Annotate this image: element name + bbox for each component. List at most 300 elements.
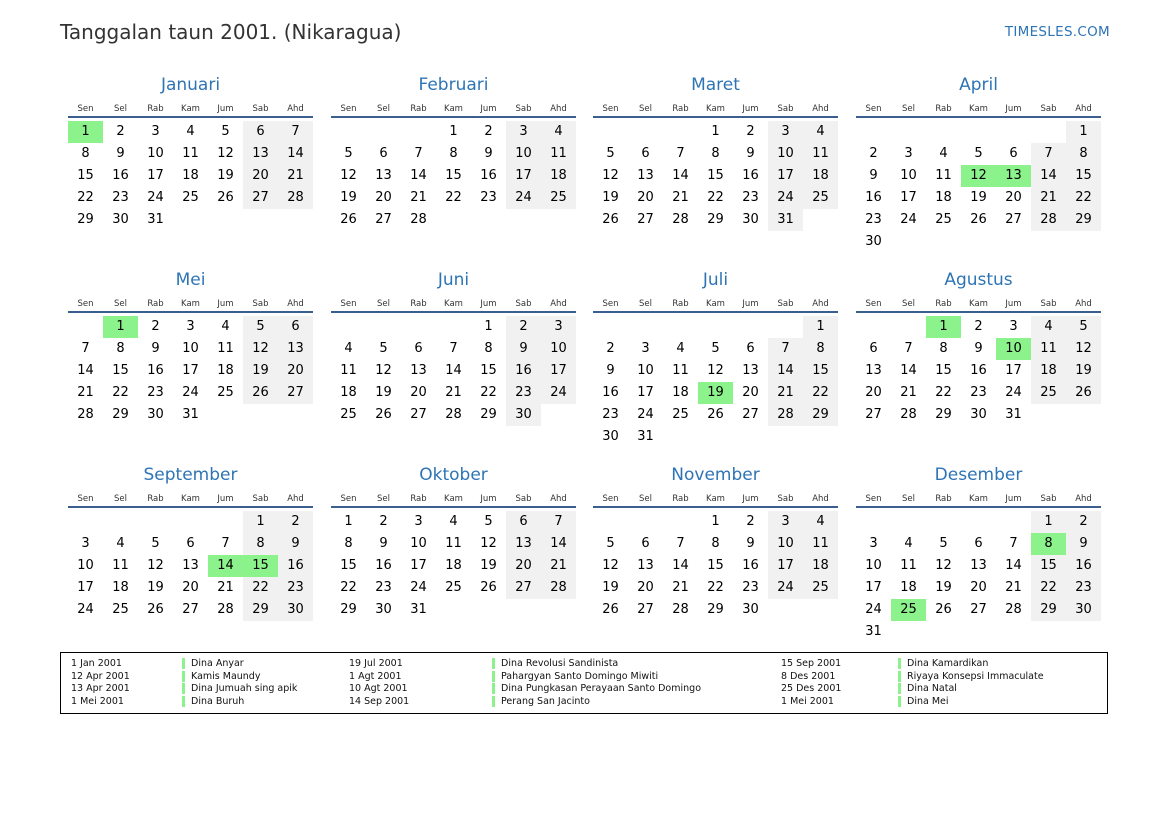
holiday-marker [492, 696, 495, 707]
day-cell: 22 [445, 190, 462, 205]
day-cell: 13 [637, 558, 654, 573]
day-cell: 22 [707, 190, 724, 205]
day-cell: 6 [641, 536, 650, 551]
day-cell: 27 [182, 602, 199, 617]
day-cell: 29 [1066, 209, 1101, 231]
holiday-name: Pahargyan Santo Domingo Miwiti [501, 670, 659, 682]
holiday-marker [182, 683, 185, 694]
day-cell: 15 [707, 558, 724, 573]
day-cell: 13 [637, 168, 654, 183]
day-cell: 23 [278, 577, 313, 599]
weekday-header: Rab [935, 494, 952, 504]
day-cell: 28 [217, 602, 234, 617]
day-cell: 31 [182, 407, 199, 422]
day-cell: 9 [746, 146, 755, 161]
weekday-header: Sen [77, 299, 94, 309]
weekday-header: Jum [742, 299, 759, 309]
day-cell: 21 [410, 190, 427, 205]
day-cell: 30 [742, 212, 759, 227]
day-cell: 26 [602, 212, 619, 227]
holiday-date: 13 Apr 2001 [71, 683, 130, 695]
day-cell: 16 [970, 363, 987, 378]
day-cell: 21 [900, 385, 917, 400]
day-cell: 2 [379, 514, 388, 529]
month-november [593, 465, 838, 655]
holiday-name: Dina Buruh [191, 696, 245, 708]
day-cell: 18 [217, 363, 234, 378]
day-cell: 14 [410, 168, 427, 183]
day-cell: 18 [541, 165, 576, 187]
day-cell: 13 [410, 363, 427, 378]
weekday-header: Sab [1040, 494, 1057, 504]
month-name: Maret [691, 75, 740, 95]
weekday-header: Sab [777, 494, 794, 504]
day-cell: 25 [935, 212, 952, 227]
day-cell: 7 [768, 338, 803, 360]
day-cell: 26 [147, 602, 164, 617]
day-cell: 17 [541, 360, 576, 382]
day-cell: 5 [484, 514, 493, 529]
day-cell: 20 [278, 360, 313, 382]
day-cell: 6 [379, 146, 388, 161]
day-cell: 24 [768, 577, 803, 599]
day-cell: 19 [1066, 360, 1101, 382]
day-cell: 20 [410, 385, 427, 400]
day-cell: 20 [742, 385, 759, 400]
day-cell: 2 [974, 319, 983, 334]
day-cell: 24 [865, 602, 882, 617]
day-cell: 15 [445, 168, 462, 183]
weekday-header: Ahd [1075, 104, 1092, 114]
weekday-header: Sen [340, 299, 357, 309]
day-cell: 5 [1066, 316, 1101, 338]
weekday-header: Sab [252, 104, 269, 114]
day-cell: 1 [711, 124, 720, 139]
day-cell: 25 [541, 187, 576, 209]
day-cell: 30 [1066, 599, 1101, 621]
weekday-header: Kam [706, 494, 725, 504]
day-cell: 27 [278, 382, 313, 404]
day-cell: 30 [742, 602, 759, 617]
day-cell: 14 [77, 363, 94, 378]
day-cell: 8 [344, 536, 353, 551]
day-cell: 2 [278, 511, 313, 533]
day-cell: 26 [217, 190, 234, 205]
day-cell: 4 [344, 341, 353, 356]
day-cell: 13 [865, 363, 882, 378]
day-cell: 21 [278, 165, 313, 187]
day-cell: 19 [602, 580, 619, 595]
holiday-day-cell: 13 [996, 165, 1031, 187]
day-cell: 25 [672, 407, 689, 422]
holiday-date: 8 Des 2001 [781, 670, 836, 682]
day-cell: 18 [112, 580, 129, 595]
day-cell: 22 [243, 577, 278, 599]
day-cell: 13 [742, 363, 759, 378]
day-cell: 28 [445, 407, 462, 422]
holiday-list [60, 652, 1108, 714]
day-cell: 2 [506, 316, 541, 338]
weekday-header: Rab [935, 104, 952, 114]
day-cell: 27 [410, 407, 427, 422]
month-name: September [143, 465, 238, 485]
weekday-header: Rab [410, 299, 427, 309]
day-cell: 31 [147, 212, 164, 227]
weekday-header: Sen [865, 494, 882, 504]
day-cell: 25 [803, 577, 838, 599]
weekday-header: Sen [340, 104, 357, 114]
day-cell: 29 [480, 407, 497, 422]
weekday-header: Sen [77, 104, 94, 114]
holiday-name: Kamis Maundy [191, 670, 261, 682]
day-cell: 7 [278, 121, 313, 143]
day-cell: 29 [112, 407, 129, 422]
weekday-header: Rab [672, 494, 689, 504]
month-name: Juli [702, 270, 729, 290]
day-cell: 23 [147, 385, 164, 400]
weekday-header: Sel [377, 299, 390, 309]
weekday-header: Sen [340, 494, 357, 504]
holiday-marker [182, 658, 185, 669]
day-cell: 28 [541, 577, 576, 599]
day-cell: 14 [1005, 558, 1022, 573]
weekday-header: Sen [77, 494, 94, 504]
day-cell: 6 [974, 536, 983, 551]
month-mei [68, 270, 313, 460]
day-cell: 19 [243, 360, 278, 382]
day-cell: 19 [602, 190, 619, 205]
day-cell: 7 [81, 341, 90, 356]
day-cell: 22 [480, 385, 497, 400]
day-cell: 25 [182, 190, 199, 205]
day-cell: 26 [480, 580, 497, 595]
day-cell: 21 [768, 382, 803, 404]
month-name: November [671, 465, 760, 485]
day-cell: 25 [112, 602, 129, 617]
day-cell: 21 [77, 385, 94, 400]
holiday-date: 19 Jul 2001 [349, 658, 403, 669]
day-cell: 6 [869, 341, 878, 356]
holiday-name: Dina Kamardikan [907, 658, 989, 669]
day-cell: 17 [637, 385, 654, 400]
day-cell: 16 [112, 168, 129, 183]
day-cell: 24 [1005, 385, 1022, 400]
day-cell: 18 [935, 190, 952, 205]
day-cell: 22 [112, 385, 129, 400]
weekday-header: Sab [777, 104, 794, 114]
day-cell: 4 [676, 341, 685, 356]
day-cell: 17 [506, 165, 541, 187]
weekday-header: Sab [515, 104, 532, 114]
day-cell: 12 [602, 168, 619, 183]
weekday-header: Rab [147, 299, 164, 309]
day-cell: 11 [112, 558, 129, 573]
weekday-header: Kam [706, 299, 725, 309]
weekday-header: Ahd [812, 104, 829, 114]
weekday-header: Kam [969, 299, 988, 309]
day-cell: 28 [1005, 602, 1022, 617]
weekday-header: Sab [1040, 104, 1057, 114]
day-cell: 4 [939, 146, 948, 161]
day-cell: 3 [541, 316, 576, 338]
day-cell: 18 [672, 385, 689, 400]
day-cell: 26 [340, 212, 357, 227]
day-cell: 27 [742, 407, 759, 422]
day-cell: 19 [480, 558, 497, 573]
day-cell: 29 [243, 599, 278, 621]
holiday-date: 1 Mei 2001 [781, 696, 834, 708]
day-cell: 27 [970, 602, 987, 617]
month-januari [68, 75, 313, 265]
weekday-header: Sab [1040, 299, 1057, 309]
holiday-date: 1 Jan 2001 [71, 658, 122, 669]
weekday-header: Sel [902, 104, 915, 114]
month-header-rule [331, 311, 576, 313]
holiday-day-cell: 15 [243, 555, 278, 577]
day-cell: 4 [449, 514, 458, 529]
holiday-day-cell: 8 [1031, 533, 1066, 555]
day-cell: 21 [445, 385, 462, 400]
day-cell: 29 [707, 212, 724, 227]
day-cell: 5 [344, 146, 353, 161]
day-cell: 17 [768, 555, 803, 577]
day-cell: 26 [243, 382, 278, 404]
day-cell: 25 [217, 385, 234, 400]
weekday-header: Jum [1005, 104, 1022, 114]
day-cell: 30 [506, 404, 541, 426]
day-cell: 2 [606, 341, 615, 356]
weekday-header: Sel [114, 299, 127, 309]
month-header-rule [856, 116, 1101, 118]
day-cell: 24 [147, 190, 164, 205]
day-cell: 22 [77, 190, 94, 205]
day-cell: 10 [637, 363, 654, 378]
day-cell: 25 [340, 407, 357, 422]
day-cell: 24 [768, 187, 803, 209]
weekday-header: Kam [969, 104, 988, 114]
day-cell: 6 [506, 511, 541, 533]
day-cell: 8 [81, 146, 90, 161]
day-cell: 26 [970, 212, 987, 227]
day-cell: 26 [375, 407, 392, 422]
month-header-rule [593, 506, 838, 508]
day-cell: 15 [480, 363, 497, 378]
day-cell: 16 [865, 190, 882, 205]
day-cell: 16 [742, 168, 759, 183]
month-name: Mei [175, 270, 206, 290]
weekday-header: Rab [410, 104, 427, 114]
day-cell: 17 [900, 190, 917, 205]
weekday-header: Sel [114, 104, 127, 114]
holiday-date: 14 Sep 2001 [349, 696, 410, 708]
weekday-header: Jum [217, 494, 234, 504]
holiday-marker [898, 671, 901, 682]
month-header-rule [593, 116, 838, 118]
weekday-header: Sab [252, 494, 269, 504]
month-name: Juni [437, 270, 470, 290]
day-cell: 12 [480, 536, 497, 551]
weekday-header: Ahd [550, 104, 567, 114]
weekday-header: Sel [639, 104, 652, 114]
month-name: Januari [160, 75, 221, 95]
day-cell: 8 [484, 341, 493, 356]
day-cell: 18 [803, 165, 838, 187]
day-cell: 3 [186, 319, 195, 334]
day-cell: 27 [243, 187, 278, 209]
day-cell: 21 [541, 555, 576, 577]
holiday-marker [182, 671, 185, 682]
day-cell: 21 [217, 580, 234, 595]
day-cell: 6 [746, 341, 755, 356]
day-cell: 8 [939, 341, 948, 356]
day-cell: 30 [375, 602, 392, 617]
month-oktober [331, 465, 576, 655]
day-cell: 28 [768, 404, 803, 426]
day-cell: 11 [217, 341, 234, 356]
day-cell: 24 [410, 580, 427, 595]
day-cell: 8 [803, 338, 838, 360]
day-cell: 28 [77, 407, 94, 422]
day-cell: 20 [637, 190, 654, 205]
weekday-header: Ahd [550, 299, 567, 309]
day-cell: 12 [243, 338, 278, 360]
weekday-header: Rab [672, 104, 689, 114]
day-cell: 12 [217, 146, 234, 161]
month-header-rule [331, 116, 576, 118]
day-cell: 13 [375, 168, 392, 183]
day-cell: 24 [900, 212, 917, 227]
weekday-header: Ahd [287, 494, 304, 504]
day-cell: 1 [803, 316, 838, 338]
site-link[interactable]: TIMESLES.COM [1004, 24, 1110, 40]
day-cell: 23 [742, 190, 759, 205]
day-cell: 20 [865, 385, 882, 400]
holiday-marker [492, 658, 495, 669]
day-cell: 18 [182, 168, 199, 183]
day-cell: 15 [77, 168, 94, 183]
day-cell: 17 [1005, 363, 1022, 378]
day-cell: 10 [900, 168, 917, 183]
month-header-rule [68, 116, 313, 118]
weekday-header: Jum [480, 299, 497, 309]
weekday-header: Ahd [812, 299, 829, 309]
day-cell: 25 [1031, 382, 1066, 404]
day-cell: 5 [379, 341, 388, 356]
day-cell: 9 [379, 536, 388, 551]
day-cell: 9 [506, 338, 541, 360]
day-cell: 23 [480, 190, 497, 205]
day-cell: 24 [541, 382, 576, 404]
day-cell: 1 [711, 514, 720, 529]
day-cell: 3 [768, 511, 803, 533]
day-cell: 11 [803, 143, 838, 165]
day-cell: 4 [803, 121, 838, 143]
holiday-marker [898, 696, 901, 707]
day-cell: 5 [606, 146, 615, 161]
day-cell: 24 [182, 385, 199, 400]
month-name: Oktober [419, 465, 488, 485]
day-cell: 17 [147, 168, 164, 183]
day-cell: 12 [375, 363, 392, 378]
day-cell: 31 [410, 602, 427, 617]
day-cell: 10 [147, 146, 164, 161]
day-cell: 5 [221, 124, 230, 139]
day-cell: 6 [1009, 146, 1018, 161]
weekday-header: Sel [114, 494, 127, 504]
day-cell: 12 [340, 168, 357, 183]
day-cell: 20 [970, 580, 987, 595]
day-cell: 16 [602, 385, 619, 400]
day-cell: 9 [606, 363, 615, 378]
weekday-header: Ahd [1075, 299, 1092, 309]
month-header-rule [856, 506, 1101, 508]
day-cell: 8 [243, 533, 278, 555]
weekday-header: Jum [1005, 299, 1022, 309]
day-cell: 4 [541, 121, 576, 143]
day-cell: 18 [803, 555, 838, 577]
day-cell: 28 [672, 212, 689, 227]
day-cell: 1 [484, 319, 493, 334]
day-cell: 19 [147, 580, 164, 595]
day-cell: 19 [217, 168, 234, 183]
holiday-name: Dina Mei [907, 696, 949, 708]
day-cell: 21 [672, 580, 689, 595]
day-cell: 28 [410, 212, 427, 227]
month-name: April [959, 75, 998, 95]
day-cell: 20 [1005, 190, 1022, 205]
day-cell: 2 [116, 124, 125, 139]
weekday-header: Sel [639, 299, 652, 309]
day-cell: 13 [970, 558, 987, 573]
day-cell: 17 [77, 580, 94, 595]
day-cell: 11 [935, 168, 952, 183]
day-cell: 11 [672, 363, 689, 378]
day-cell: 13 [243, 143, 278, 165]
day-cell: 8 [116, 341, 125, 356]
holiday-day-cell: 1 [103, 316, 138, 338]
day-cell: 15 [707, 168, 724, 183]
day-cell: 29 [77, 212, 94, 227]
day-cell: 31 [1005, 407, 1022, 422]
day-cell: 22 [803, 382, 838, 404]
day-cell: 3 [506, 121, 541, 143]
month-juli [593, 270, 838, 460]
weekday-header: Rab [935, 299, 952, 309]
day-cell: 18 [445, 558, 462, 573]
day-cell: 16 [480, 168, 497, 183]
day-cell: 3 [151, 124, 160, 139]
month-header-rule [856, 311, 1101, 313]
day-cell: 26 [707, 407, 724, 422]
weekday-header: Rab [147, 494, 164, 504]
day-cell: 10 [182, 341, 199, 356]
day-cell: 23 [970, 385, 987, 400]
weekday-header: Ahd [812, 494, 829, 504]
day-cell: 7 [541, 511, 576, 533]
day-cell: 14 [768, 360, 803, 382]
day-cell: 5 [243, 316, 278, 338]
holiday-date: 12 Apr 2001 [71, 670, 130, 682]
day-cell: 3 [641, 341, 650, 356]
day-cell: 7 [904, 341, 913, 356]
holiday-name: Perang San Jacinto [501, 696, 590, 708]
holiday-marker [492, 683, 495, 694]
day-cell: 30 [970, 407, 987, 422]
day-cell: 5 [974, 146, 983, 161]
weekday-header: Sen [865, 299, 882, 309]
day-cell: 8 [711, 146, 720, 161]
weekday-header: Sen [865, 104, 882, 114]
